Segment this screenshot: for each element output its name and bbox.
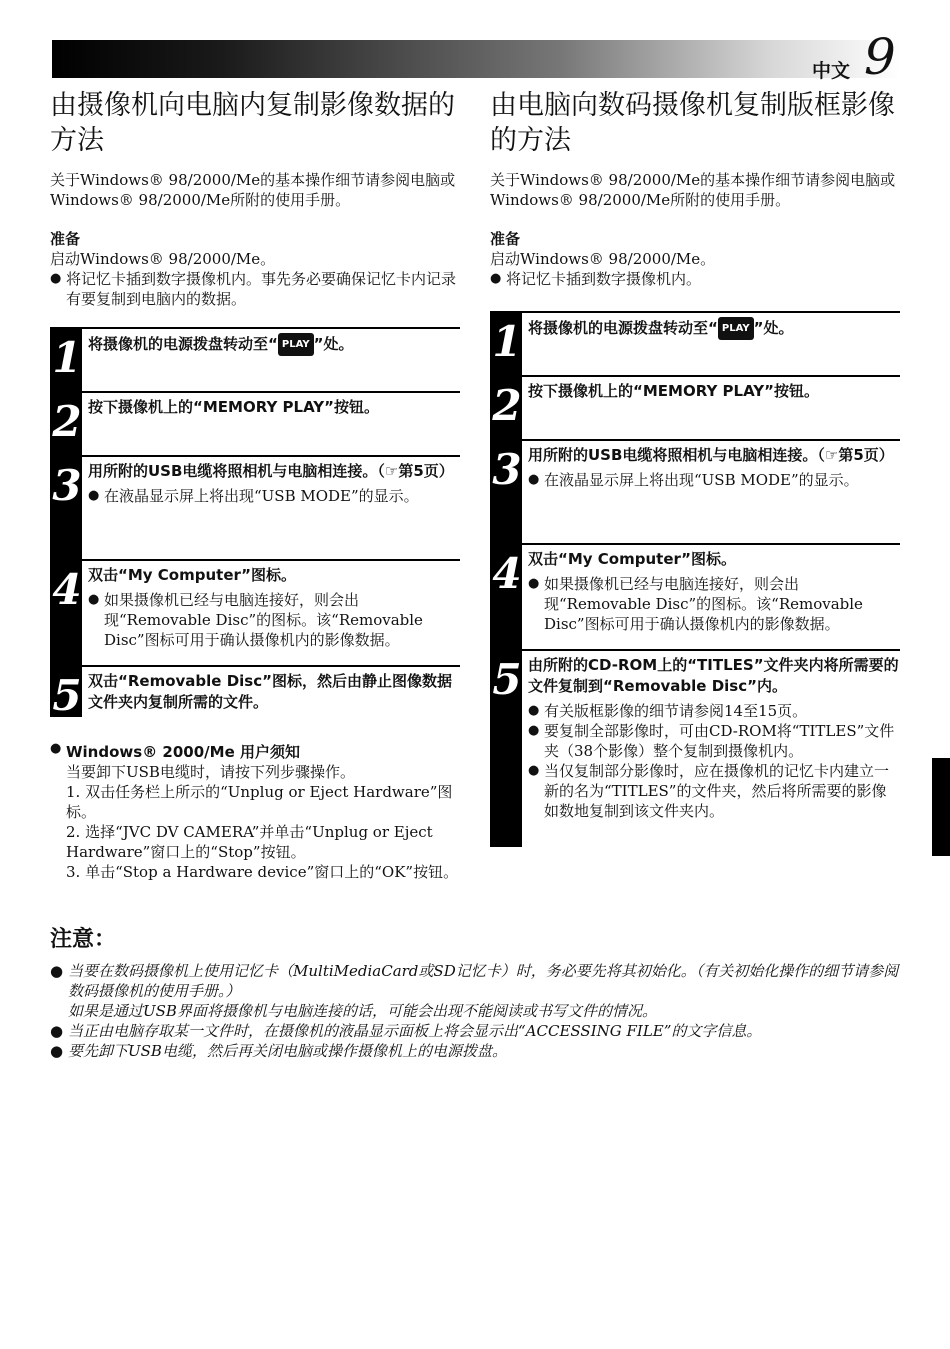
step-note: ● 要复制全部影像时，可由CD-ROM将“TITLES”文件夹（38个影像）整个复制到摄像机内。 [528, 722, 895, 760]
caution-section [50, 922, 910, 1061]
right-prep-bullet: ● 将记忆卡插到数字摄像机内。 [490, 270, 702, 288]
play-mode-icon: PLAY [278, 333, 314, 356]
step-note: ● 如果摄像机已经与电脑连接好，则会出现“Removable Disc”的图标。该“Removable Disc”图标可用于确认摄像机内的影像数据。 [88, 591, 423, 649]
step-text: ”处。 [753, 319, 794, 337]
step-text: 双击“Removable Disc”图标，然后由静止图像数据文件夹内复制所需的文件。 [88, 672, 452, 711]
step-number: 2 [52, 397, 82, 446]
windows-note-item: 3. 单击“Stop a Hardware device”窗口上的“OK”按钮。 [66, 863, 459, 881]
right-step-2 [490, 375, 900, 439]
step-number: 4 [52, 565, 82, 614]
section-tab [932, 758, 950, 856]
bullet-icon: ● [528, 576, 540, 591]
right-prep-line: 启动Windows® 98/2000/Me。 [490, 250, 716, 268]
header-gradient-bar [52, 40, 900, 78]
step-number: 5 [52, 671, 82, 720]
windows-note-intro: 当要卸下USB电缆时，请按下列步骤操作。 [66, 763, 355, 781]
right-column [490, 88, 900, 847]
step-note: ● 有关版框影像的细节请参阅14至15页。 [528, 702, 808, 720]
left-prep-line: 启动Windows® 98/2000/Me。 [50, 250, 276, 268]
step-note: ● 如果摄像机已经与电脑连接好，则会出现“Removable Disc”的图标。该“Removable Disc”图标可用于确认摄像机内的影像数据。 [528, 575, 863, 633]
step-text: 双击“My Computer”图标。 [88, 566, 297, 584]
windows-note-item: 2. 选择“JVC DV CAMERA”并单击“Unplug or Eject Hardware”窗口上的“Stop”按钮。 [66, 823, 433, 861]
page-number: 9 [864, 28, 896, 86]
step-text: 将摄像机的电源拨盘转动至“ [528, 319, 718, 337]
windows-note-item: 1. 双击任务栏上所示的“Unplug or Eject Hardware”图标。 [66, 783, 453, 821]
step-number: 2 [492, 381, 522, 430]
step-number: 3 [492, 445, 522, 494]
right-step-3 [490, 439, 900, 543]
play-mode-icon: PLAY [718, 317, 754, 340]
windows-note-heading: Windows® 2000/Me 用户须知 [66, 743, 300, 761]
step-text: ”处。 [313, 335, 354, 353]
bullet-icon: ● [50, 962, 64, 980]
left-steps [50, 327, 460, 720]
right-steps [490, 311, 900, 847]
step-text: 由所附的CD-ROM上的“TITLES”文件夹内将所需要的文件复制到“Removable Disc”内。 [528, 656, 899, 695]
left-column [50, 88, 460, 882]
left-step-2 [50, 391, 460, 455]
bullet-icon: ● [50, 1022, 64, 1040]
bullet-icon: ● [50, 741, 62, 756]
step-number: 5 [492, 655, 522, 704]
caution-item: ● 当正由电脑存取某一文件时，在摄像机的液晶显示面板上将会显示出“ACCESSING FILE”的文字信息。 [50, 1022, 762, 1040]
right-title: 由电脑向数码摄像机复制版框影像的方法 [490, 90, 895, 156]
bullet-icon: ● [88, 592, 100, 607]
step-number: 4 [492, 549, 522, 598]
step-text: 双击“My Computer”图标。 [528, 550, 737, 568]
step-note: ● 当仅复制部分影像时，应在摄像机的记忆卡内建立一新的名为“TITLES”的文件夹，然后将所需要的影像如数地复制到该文件夹内。 [528, 762, 890, 820]
left-step-3 [50, 455, 460, 559]
step-text: 用所附的USB电缆将照相机与电脑相连接。（☞第5页） [88, 462, 454, 480]
left-prep-bullet: ● 将记忆卡插到数字摄像机内。事先务必要确保记忆卡内记录有要复制到电脑内的数据。 [50, 270, 457, 308]
left-step-1 [50, 327, 460, 391]
bullet-icon: ● [50, 271, 62, 286]
step-text: 用所附的USB电缆将照相机与电脑相连接。（☞第5页） [528, 446, 894, 464]
step-note: ● 在液晶显示屏上将出现“USB MODE”的显示。 [88, 487, 419, 505]
step-text: 按下摄像机上的“MEMORY PLAY”按钮。 [88, 398, 379, 416]
left-step-5 [50, 665, 460, 720]
caution-item: 如果是通过USB界面将摄像机与电脑连接的话，可能会出现不能阅读或书写文件的情况。 [50, 1001, 910, 1021]
left-title: 由摄像机向电脑内复制影像数据的方法 [50, 90, 455, 156]
bullet-icon: ● [528, 472, 540, 487]
right-step-1 [490, 311, 900, 375]
bullet-icon: ● [528, 723, 540, 738]
caution-heading: 注意： [50, 927, 117, 952]
step-number: 1 [492, 317, 522, 366]
left-prep-heading: 准备 [50, 230, 81, 248]
language-label: 中文 [812, 60, 851, 82]
windows-note [50, 741, 460, 882]
left-step-4 [50, 559, 460, 665]
caution-item: ● 要先卸下USB电缆，然后再关闭电脑或操作摄像机上的电源拨盘。 [50, 1042, 507, 1060]
step-text: 按下摄像机上的“MEMORY PLAY”按钮。 [528, 382, 819, 400]
right-step-4 [490, 543, 900, 649]
right-step-5 [490, 649, 900, 847]
step-text: 将摄像机的电源拨盘转动至“ [88, 335, 278, 353]
spacer [50, 1001, 68, 1021]
step-number: 3 [52, 461, 82, 510]
bullet-icon: ● [528, 763, 540, 778]
bullet-icon: ● [50, 1042, 64, 1060]
bullet-icon: ● [88, 488, 100, 503]
step-number: 1 [52, 333, 82, 382]
left-intro: 关于Windows® 98/2000/Me的基本操作细节请参阅电脑或Windows® 98/2000/Me所附的使用手册。 [50, 171, 456, 209]
right-prep-heading: 准备 [490, 230, 521, 248]
bullet-icon: ● [490, 271, 502, 286]
step-note: ● 在液晶显示屏上将出现“USB MODE”的显示。 [528, 471, 859, 489]
caution-item: ● 当要在数码摄像机上使用记忆卡（MultiMediaCard或SD记忆卡）时，务必要先将其初始化。（有关初始化操作的细节请参阅数码摄像机的使用手册。） [50, 962, 899, 1000]
bullet-icon: ● [528, 703, 540, 718]
right-intro: 关于Windows® 98/2000/Me的基本操作细节请参阅电脑或Windows® 98/2000/Me所附的使用手册。 [490, 171, 896, 209]
